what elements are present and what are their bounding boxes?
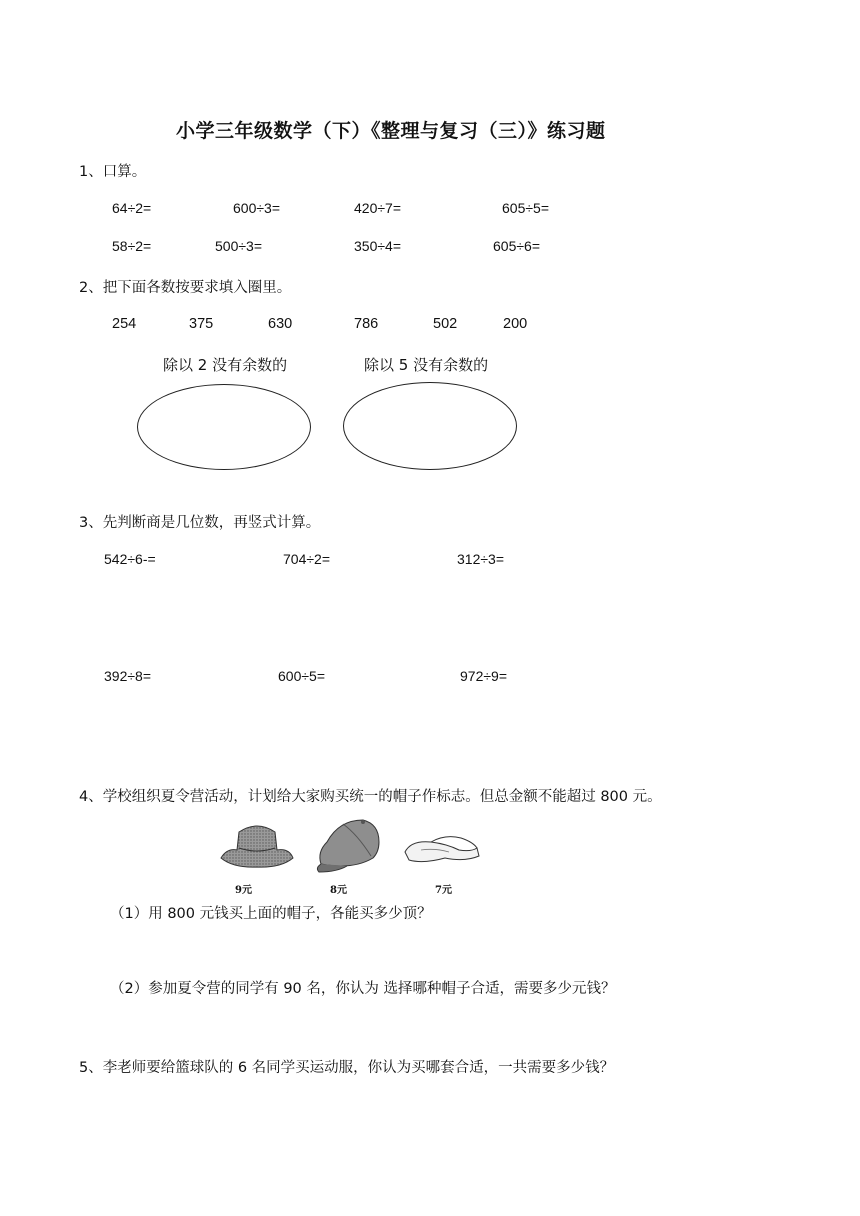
q1-expr: 605÷6= (493, 238, 541, 254)
q1-expr: 350÷4= (354, 238, 402, 254)
q1-expr: 64÷2= (112, 200, 152, 216)
answer-oval-right[interactable] (343, 382, 517, 470)
visor-cap-icon (401, 830, 483, 866)
q3-expr: 542÷6-= (104, 551, 156, 567)
q3-expr: 600÷5= (278, 668, 326, 684)
number-item: 200 (503, 316, 528, 332)
price-label: 9元 (235, 885, 252, 896)
page-title: 小学三年级数学（下）《整理与复习（三）》练习题 (176, 120, 606, 142)
oval-label-right: 除以 5 没有余数的 (364, 356, 489, 374)
q3-heading: 3、先判断商是几位数，再竖式计算。 (79, 515, 321, 531)
q3-expr: 312÷3= (457, 551, 505, 567)
bucket-hat-icon (217, 818, 297, 876)
q1-heading: 1、口算。 (79, 164, 147, 180)
number-item: 630 (268, 316, 293, 332)
q1-expr: 600÷3= (233, 200, 281, 216)
number-item: 375 (189, 316, 214, 332)
oval-label-left: 除以 2 没有余数的 (163, 356, 288, 374)
q4-subquestion-2: （2）参加夏令营的同学有 90 名，你认为 选择哪种帽子合适，需要多少元钱？ (110, 981, 616, 997)
answer-oval-left[interactable] (137, 384, 311, 470)
q3-expr: 704÷2= (283, 551, 331, 567)
price-label: 7元 (435, 885, 452, 896)
q4-subquestion-1: （1）用 800 元钱买上面的帽子，各能买多少顶？ (110, 906, 432, 922)
q3-expr: 392÷8= (104, 668, 152, 684)
baseball-cap-icon (313, 812, 385, 876)
q5-heading: 5、李老师要给篮球队的 6 名同学买运动服，你认为买哪套合适，一共需要多少钱？ (79, 1060, 615, 1076)
q1-expr: 420÷7= (354, 200, 402, 216)
hats-illustration (213, 808, 488, 896)
number-item: 502 (433, 316, 458, 332)
q1-expr: 605÷5= (502, 200, 550, 216)
q1-expr: 58÷2= (112, 238, 152, 254)
q3-expr: 972÷9= (460, 668, 508, 684)
q1-expr: 500÷3= (215, 238, 263, 254)
number-item: 786 (354, 316, 379, 332)
q2-heading: 2、把下面各数按要求填入圈里。 (79, 280, 292, 296)
q4-heading: 4、学校组织夏令营活动，计划给大家购买统一的帽子作标志。但总金额不能超过 800 元。 (79, 789, 662, 805)
price-label: 8元 (330, 885, 347, 896)
number-item: 254 (112, 316, 137, 332)
